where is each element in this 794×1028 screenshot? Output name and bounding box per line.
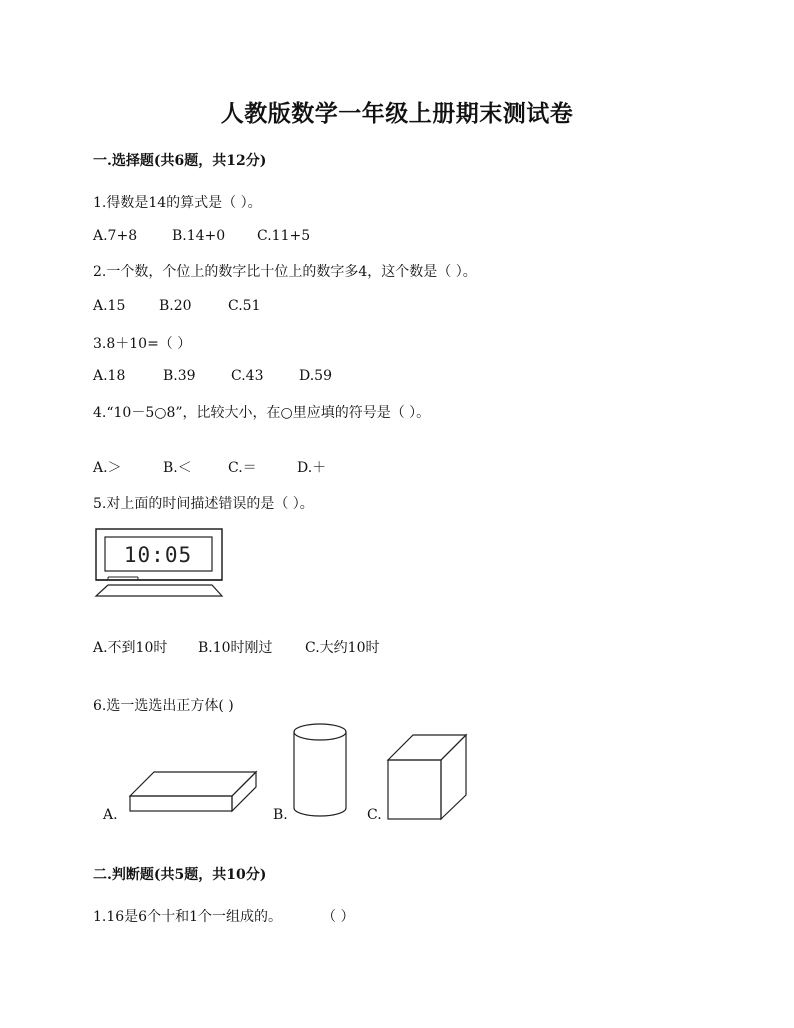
digital-clock-figure: [94, 528, 226, 600]
q5-option-a[interactable]: A.不到10时: [93, 640, 168, 656]
q3-stem: 3.8＋10=（ ）: [93, 336, 192, 352]
q5-option-c[interactable]: C.大约10时: [305, 640, 380, 656]
q3-option-b[interactable]: B.39: [163, 368, 196, 384]
q4-stem: 4.“10－5○8”，比较大小，在○里应填的符号是（ ）。: [93, 405, 431, 421]
q4-option-d[interactable]: D.＋: [297, 460, 327, 476]
section-2-heading: 二.判断题(共5题，共10分): [93, 867, 267, 883]
q2-option-c[interactable]: C.51: [228, 298, 261, 314]
q2-stem: 2.一个数，个位上的数字比十位上的数字多4，这个数是（ ）。: [93, 264, 477, 280]
q2-option-a[interactable]: A.15: [93, 298, 126, 314]
q3-option-c[interactable]: C.43: [231, 368, 264, 384]
q5-option-b[interactable]: B.10时刚过: [198, 640, 273, 656]
q6-option-c[interactable]: C.: [367, 807, 382, 823]
q6-option-a[interactable]: A.: [103, 807, 118, 823]
q4-option-c[interactable]: C.＝: [228, 460, 257, 476]
cube-figure: [386, 733, 470, 823]
q6-stem: 6.选一选选出正方体( ): [93, 698, 234, 714]
judge-q1-blank[interactable]: （ ）: [322, 909, 355, 925]
q6-option-b[interactable]: B.: [273, 807, 288, 823]
q3-option-d[interactable]: D.59: [299, 368, 332, 384]
clock-display-text: 10:05: [123, 543, 193, 567]
q1-option-c[interactable]: C.11+5: [257, 228, 311, 244]
q2-option-b[interactable]: B.20: [159, 298, 192, 314]
judge-q1-stem: 1.16是6个十和1个一组成的。: [93, 909, 282, 925]
q1-option-a[interactable]: A.7+8: [93, 228, 138, 244]
q1-stem: 1.得数是14的算式是（ ）。: [93, 195, 262, 211]
q5-stem: 5.对上面的时间描述错误的是（ ）。: [93, 496, 314, 512]
cuboid-figure: [128, 770, 260, 814]
section-1-heading: 一.选择题(共6题，共12分): [93, 153, 267, 169]
cylinder-figure: [291, 722, 351, 822]
q3-option-a[interactable]: A.18: [93, 368, 126, 384]
q4-option-b[interactable]: B.＜: [163, 460, 192, 476]
page-title: 人教版数学一年级上册期末测试卷: [220, 100, 574, 127]
q4-option-a[interactable]: A.＞: [93, 460, 122, 476]
q1-option-b[interactable]: B.14+0: [172, 228, 226, 244]
